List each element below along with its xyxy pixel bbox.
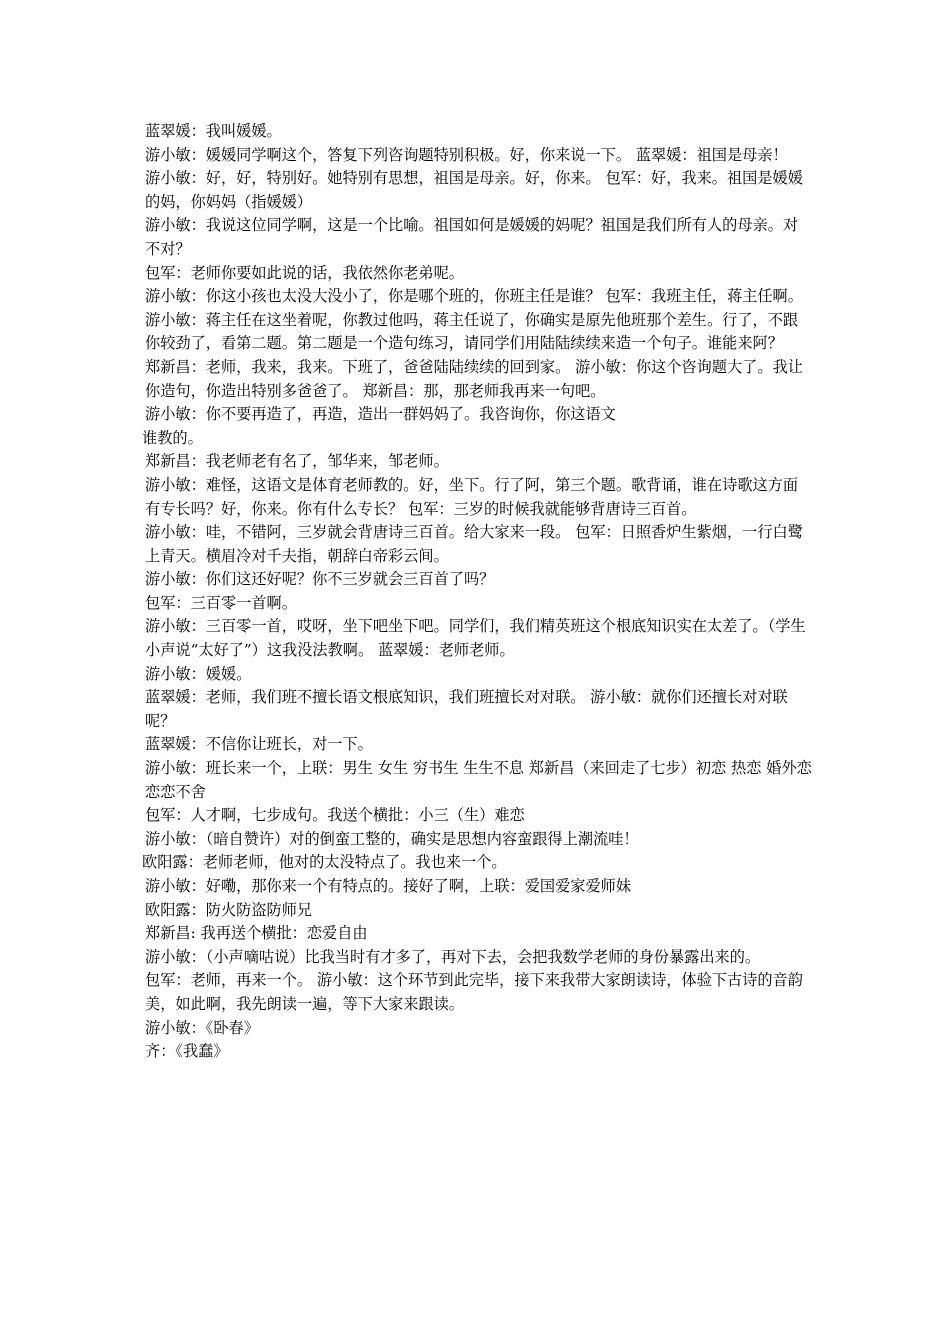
dialogue-line: 游小敏：好嘞，那你来一个有特点的。接好了啊，上联：爱国爱家爱师妹	[145, 877, 631, 895]
dialogue-line: 包军：老师你要如此说的话，我依然你老弟呢。	[145, 263, 464, 282]
dialogue-line: 游小敏：班长来一个，上联：男生 女生 穷书生 生生不息 郑新昌（来回走了七步）初恋 热恋 婚外恋 恋恋不舍	[145, 759, 812, 801]
dialogue-line: 游小敏：你不要再造了，再造，造出一群妈妈了。我咨询你，你这语文	[145, 405, 616, 424]
dialogue-line: 郑新昌: 我再送个横批：恋爱自由	[145, 924, 368, 943]
dialogue-line: 游小敏：蒋主任在这坐着呢，你教过他吗，蒋主任说了，你确实是原先他班那个差生。行了，不跟你较劲了，看第二题。第二题是一个造句练习，请同学们用陆陆续续来造一个句子。谁能来阿？	[145, 310, 799, 353]
dialogue-line: 包军：老师，再来一个。 游小敏：这个环节到此完毕，接下来我带大家朗读诗，体验下古诗的音韵美，如此啊，我先朗读一遍，等下大家来跟读。	[145, 971, 803, 1013]
dialogue-line: 游小敏：你们这还好呢？你不三岁就会三百首了吗？	[145, 570, 495, 589]
dialogue-line: 郑新昌：我老师老有名了，邹华来，邹老师。	[145, 452, 449, 471]
dialogue-line: 游小敏：（暗自赞许）对的倒蛮工整的，确实是思想内容蛮跟得上潮流哇！	[145, 829, 639, 848]
dialogue-line: 蓝翠媛：老师，我们班不擅长语文根底知识，我们班擅长对对联。 游小敏：就你们还擅长对对联呢？	[145, 688, 788, 730]
dialogue-line: 蓝翠媛：不信你让班长，对一下。	[145, 735, 373, 754]
dialogue-line: 游小敏：（小声嘀咕说）比我当时有才多了，再对下去，会把我数学老师的身份暴露出来的。	[145, 947, 761, 966]
dialogue-line: 欧阳露：老师老师，他对的太没特点了。我也来一个。	[142, 853, 507, 872]
dialogue-line: 游小敏：我说这位同学啊，这是一个比喻。祖国如何是媛媛的妈呢？祖国是我们所有人的母亲。对不对？	[145, 216, 799, 258]
document-page	[142, 120, 813, 1064]
dialogue-line: 齐：《我蠢》	[145, 1042, 229, 1061]
dialogue-line: 蓝翠媛：我叫媛媛。	[145, 122, 282, 140]
dialogue-line: 游小敏：哇，不错阿，三岁就会背唐诗三百首。给大家来一段。 包军：日照香炉生紫烟，一行白鹭上青天。横眉冷对千夫指，朝辞白帝彩云间。	[145, 523, 803, 565]
dialogue-line: 郑新昌：老师，我来，我来。下班了，爸爸陆陆续续的回到家。 游小敏：你这个咨询题大了。我让你造句，你造出特别多爸爸了。 郑新昌：那，那老师我再来一句吧。	[145, 357, 803, 400]
dialogue-line: 游小敏：好，好，特别好。她特别有思想，祖国是母亲。好，你来。 包军：好，我来。祖国是媛媛的妈，你妈妈（指媛媛）	[145, 169, 803, 211]
dialogue-line: 游小敏：三百零一首，哎呀，坐下吧坐下吧。同学们，我们精英班这个根底知识实在太差了。（学生小声说“太好了”）这我没法教啊。 蓝翠媛：老师老师。	[145, 617, 806, 660]
dialogue-line: 游小敏：《卧春》	[145, 1018, 259, 1037]
dialogue-line: 游小敏：媛媛同学啊这个，答复下列咨询题特别积极。好，你来说一下。 蓝翠媛：祖国是母亲！	[145, 145, 788, 164]
dialogue-line: 包军：三百零一首啊。	[145, 593, 297, 612]
dialogue-line: 包军：人才啊，七步成句。我送个横批：小三（生）难恋	[145, 806, 525, 825]
dialogue-line: 游小敏：你这小孩也太没大没小了，你是哪个班的，你班主任是谁？ 包军：我班主任，蒋主任啊。	[145, 287, 803, 306]
dialogue-line: 欧阳露：防火防盗防师兄	[145, 900, 313, 919]
dialogue-line: 游小敏：媛媛。	[145, 664, 252, 683]
dialogue-line: 游小敏：难怪，这语文是体育老师教的。好，坐下。行了阿，第三个题。歌背诵，谁在诗歌这方面有专长吗？好，你来。你有什么专长？ 包军：三岁的时候我就能够背唐诗三百首。	[145, 475, 799, 518]
dialogue-line: 谁教的。	[142, 428, 203, 447]
